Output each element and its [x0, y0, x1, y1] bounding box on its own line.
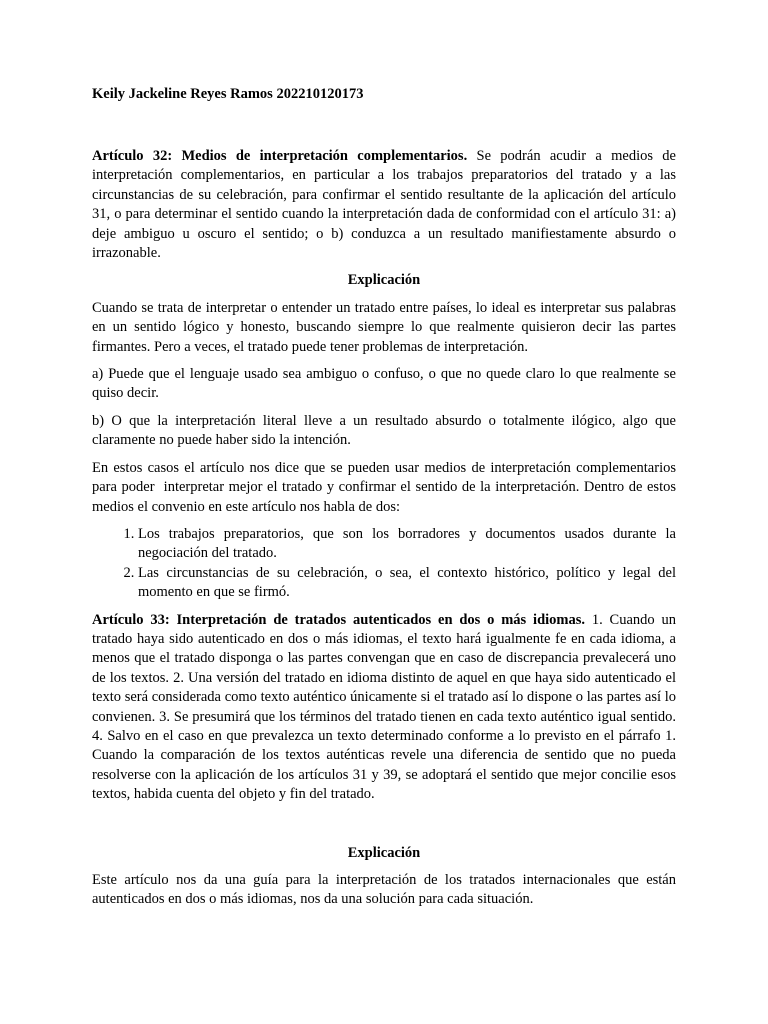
- explanation-1-paragraph-3: b) O que la interpretación literal lleve a un resultado absurdo o totalmente ilógico, algo que claramente no puede haber sido la intención.: [92, 412, 676, 449]
- article-32-body: Se podrán acudir a medios de interpretación complementarios, en particular a los trabajos preparatorios del tratado y a las circunstancias de su celebración, para confirmar el sentido resultante de la aplicación del artículo 31, o para determinar el sentido cuando la interpretación dada de conformidad con el artículo 31: a) deje ambiguo u oscuro el sentido; o b) conduzca a un resultado manifiestamente absurdo o irrazonable.: [92, 148, 676, 262]
- article-33-body: 1. Cuando un tratado haya sido autenticado en dos o más idiomas, el texto hará igualmente fe en cada idioma, a menos que el tratado disponga o las partes convengan que en caso de discrepancia prevalecerá uno de los textos. 2. Una versión del tratado en idioma distinto de aquel en que haya sido autenticado el texto será considerada como texto auténtico únicamente si el tratado así lo dispone o las partes así lo convienen. 3. Se presumirá que los términos del tratado tienen en cada texto auténtico igual sentido. 4. Salvo en el caso en que prevalezca un texto determinado conforme a lo previsto en el párrafo 1. Cuando la comparación de los textos auténticas revele una diferencia de sentido que no pueda resolverse con la aplicación de los artículos 31 y 39, se adoptará el sentido que mejor concilie esos textos, habida cuenta del objeto y fin del tratado.: [92, 611, 677, 803]
- explanation-1-paragraph-1: Cuando se trata de interpretar o entender un tratado entre países, lo ideal es interpretar sus palabras en un sentido lógico y honesto, buscando siempre lo que realmente quisieron decir las partes firmantes. Pero a veces, el tratado puede tener problemas de interpretación.: [92, 299, 676, 355]
- article-32-title: Artículo 32: Medios de interpretación complementarios.: [92, 148, 468, 164]
- explanation-1-paragraph-2: a) Puede que el lenguaje usado sea ambiguo o confuso, o que no quede claro lo que realmente se quiso decir.: [92, 366, 676, 402]
- complementary-means-list: [92, 525, 676, 603]
- author-line: Keily Jackeline Reyes Ramos 202210120173: [92, 86, 364, 102]
- explanation-1-paragraph-4: En estos casos el artículo nos dice que se pueden usar medios de interpretación complementarios para poder interpretar mejor el tratado y confirmar el sentido de la interpretación. Dentro de estos medios el convenio en este artículo nos habla de dos:: [92, 459, 680, 515]
- article-33-title: Artículo 33: Interpretación de tratados autenticados en dos o más idiomas.: [92, 611, 586, 628]
- explanation-heading-2: Explicación: [347, 844, 421, 861]
- article-32-paragraph: [92, 147, 676, 263]
- explanation-heading-1: Explicación: [347, 272, 421, 289]
- list-item: 2. Las circunstancias de su celebración, o sea, el contexto histórico, político y legal del momento en que se firmó.: [138, 564, 676, 603]
- explanation-2-paragraph: Este artículo nos da una guía para la interpretación de los tratados internacionales que están autenticados en dos o más idiomas, nos da una solución para cada situación.: [92, 872, 676, 908]
- list-item: 1. Los trabajos preparatorios, que son los borradores y documentos usados durante la negociación del tratado.: [138, 525, 676, 564]
- article-33-paragraph: [92, 611, 676, 805]
